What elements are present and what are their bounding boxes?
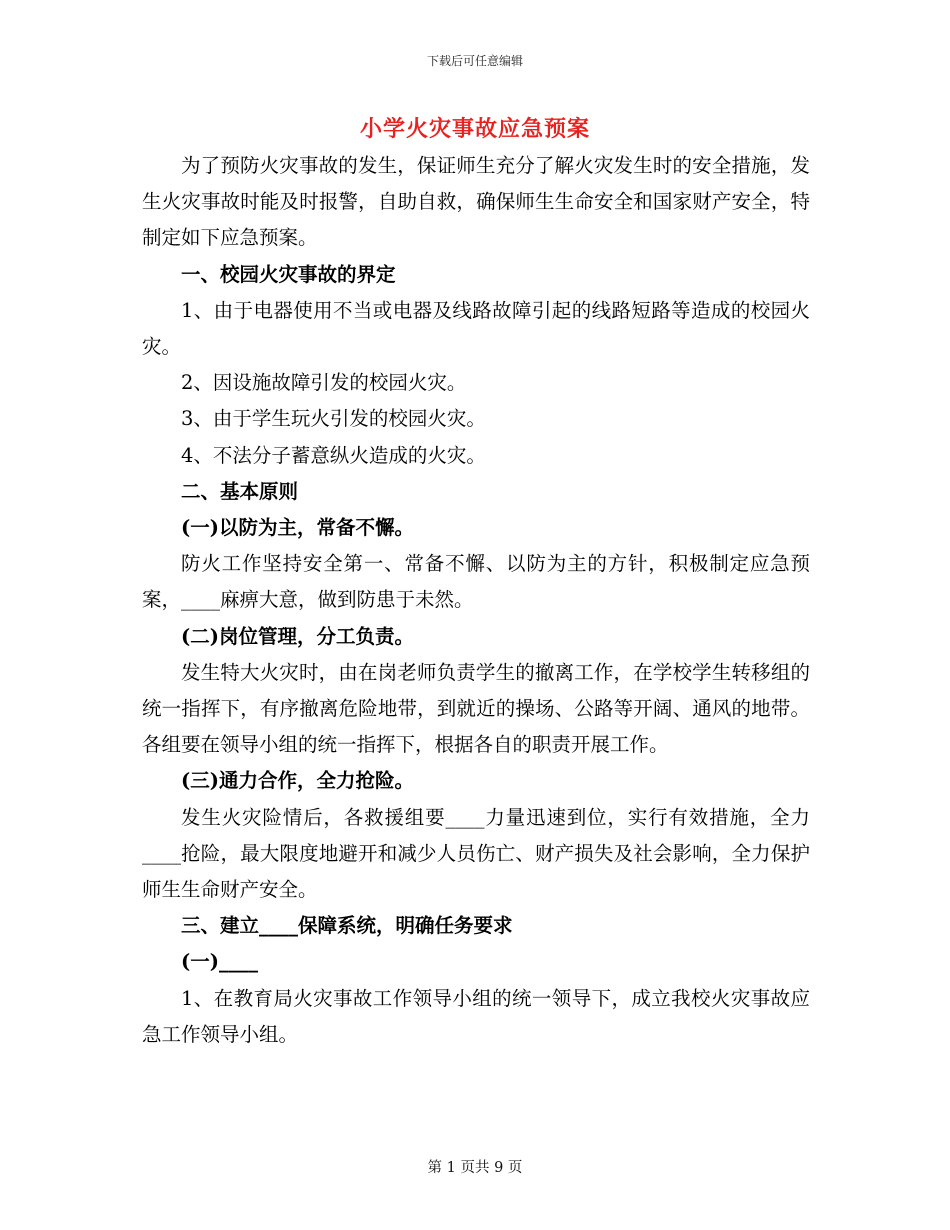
paragraph: 1、在教育局火灾事故工作领导小组的统一领导下，成立我校火灾事故应急工作领导小组。: [142, 986, 810, 1046]
paragraph: 1、由于电器使用不当或电器及线路故障引起的线路短路等造成的校园火灾。: [142, 298, 810, 359]
paragraph: 发生特大火灾时，由在岗老师负责学生的撤离工作，在学校学生转移组的统一指挥下，有序撤离危险地带，到就近的操场、公路等开阔、通风的地带。各组要在领导小组的统一指挥下，根据各自的职责开展工作。: [142, 660, 810, 757]
paragraph: 发生火灾险情后，各救援组要____力量迅速到位，实行有效措施，全力____抢险，最大限度地避开和减少人员伤亡、财产损失及社会影响，全力保护师生生命财产安全。: [142, 805, 810, 902]
subsection-heading: (三)通力合作，全力抢险。: [181, 769, 414, 793]
section-heading: 二、基本原则: [181, 479, 299, 503]
subsection-heading: (二)岗位管理，分工负责。: [181, 624, 414, 648]
paragraph: 2、因设施故障引发的校园火灾。: [181, 371, 467, 395]
section-heading: 三、建立____保障系统，明确任务要求: [181, 914, 513, 938]
section-heading: 一、校园火灾事故的界定: [181, 262, 396, 286]
paragraph: 为了预防火灾事故的发生，保证师生充分了解火灾发生时的安全措施，发生火灾事故时能及时报警，自助自救，确保师生生命安全和国家财产安全，特制定如下应急预案。: [142, 154, 810, 250]
paragraph: 3、由于学生玩火引发的校园火灾。: [181, 407, 486, 431]
paragraph: 防火工作坚持安全第一、常备不懈、以防为主的方针，积极制定应急预案，____麻痹大意，做到防患于未然。: [142, 552, 810, 612]
page-footer: 第 1 页共 9 页: [427, 1160, 523, 1176]
page-header: 下载后可任意编辑: [426, 54, 523, 68]
document-title: 小学火灾事故应急预案: [359, 116, 590, 142]
subsection-heading: (一)____: [181, 950, 258, 974]
subsection-heading: (一)以防为主，常备不懈。: [181, 516, 414, 540]
document-body: [142, 148, 810, 1053]
paragraph: 4、不法分子蓄意纵火造成的火灾。: [181, 443, 486, 467]
